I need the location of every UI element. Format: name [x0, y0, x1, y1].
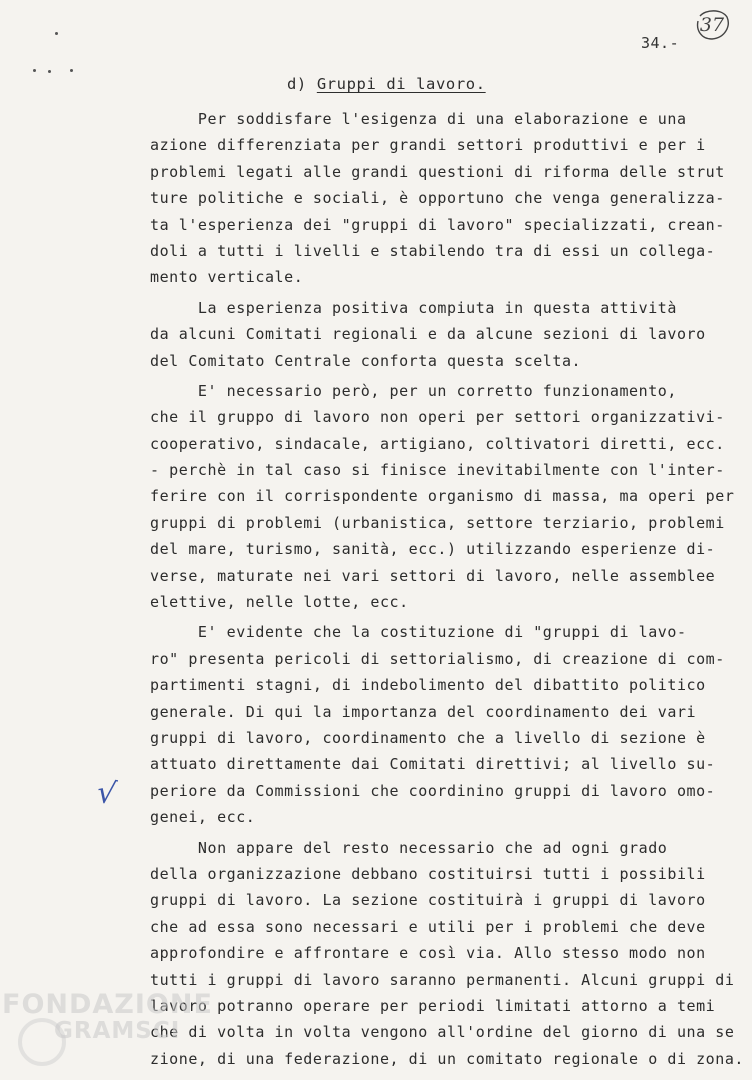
text-line: attuato direttamente dai Comitati direttivi; al livello su-: [150, 755, 716, 774]
text-line: del Comitato Centrale conforta questa scelta.: [150, 351, 582, 370]
text-line: ferire con il corrispondente organismo di massa, ma operi per: [150, 487, 735, 506]
text-line: che il gruppo di lavoro non operi per settori organizzativi-: [150, 408, 725, 427]
check-mark-icon: √: [94, 774, 119, 813]
text-line: azione differenziata per grandi settori produttivi e per i: [150, 136, 706, 155]
text-line: tutti i gruppi di lavoro saranno permanenti. Alcuni gruppi di: [150, 970, 735, 989]
text-line: da alcuni Comitati regionali e da alcune sezioni di lavoro: [150, 325, 706, 344]
watermark-line: FONDAZIONE: [2, 989, 213, 1020]
watermark-line: GRAMSCI: [54, 1018, 181, 1044]
body-text: [150, 106, 745, 1072]
watermark: [2, 989, 213, 1044]
text-line: ture politiche e sociali, è opportuno che venga generalizza-: [150, 189, 725, 208]
text-line: problemi legati alle grandi questioni di riforma delle strut: [150, 162, 725, 181]
text-line: - perchè in tal caso si finisce inevitabilmente con l'inter-: [150, 461, 725, 480]
text-line: E' necessario però, per un corretto funzionamento,: [150, 381, 677, 400]
text-line: mento verticale.: [150, 268, 304, 287]
text-line: del mare, turismo, sanità, ecc.) utilizzando esperienze di-: [150, 540, 716, 559]
text-line: periore da Commissioni che coordinino gruppi di lavoro omo-: [150, 781, 716, 800]
text-line: zione, di una federazione, di un comitato regionale o di zona.: [150, 1049, 745, 1068]
text-line: gruppi di lavoro, coordinamento che a livello di sezione è: [150, 728, 706, 747]
text-line: E' evidente che la costituzione di "gruppi di lavo-: [150, 623, 687, 642]
text-line: che ad essa sono necessari e utili per i problemi che deve: [150, 917, 706, 936]
page-number: 34.-: [641, 34, 680, 52]
section-title: Gruppi di lavoro.: [316, 75, 486, 93]
text-line: La esperienza positiva compiuta in questa attività: [150, 298, 677, 317]
text-line: gruppi di lavoro. La sezione costituirà i gruppi di lavoro: [150, 891, 706, 910]
text-line: genei, ecc.: [150, 808, 256, 827]
text-line: lavoro potranno operare per periodi limitati attorno a temi: [150, 996, 716, 1015]
text-line: della organizzazione debbano costituirsi tutti i possibili: [150, 864, 706, 883]
margin-speck: [55, 32, 58, 35]
section-label: d): [287, 75, 307, 93]
text-line: Per soddisfare l'esigenza di una elaborazione e una: [150, 110, 687, 128]
text-line: Non appare del resto necessario che ad ogni grado: [150, 838, 668, 857]
text-line: ta l'esperienza dei "gruppi di lavoro" specializzati, crean-: [150, 215, 725, 234]
text-line: cooperativo, sindacale, artigiano, coltivatori diretti, ecc.: [150, 434, 725, 453]
margin-speck: [70, 69, 73, 72]
text-line: elettive, nelle lotte, ecc.: [150, 593, 409, 612]
section-heading: [287, 75, 486, 93]
text-line: ro" presenta pericoli di settorialismo, di creazione di com-: [150, 649, 725, 668]
text-line: approfondire e affrontare e così via. Allo stesso modo non: [150, 944, 706, 963]
handwritten-page-number: [694, 8, 730, 42]
margin-speck: [33, 69, 36, 72]
text-line: generale. Di qui la importanza del coordinamento dei vari: [150, 702, 697, 721]
text-line: doli a tutti i livelli e stabilendo tra di essi un collega-: [150, 241, 716, 260]
margin-speck: [48, 70, 51, 73]
text-line: gruppi di problemi (urbanistica, settore terziario, problemi: [150, 513, 725, 532]
text-line: verse, maturate nei vari settori di lavoro, nelle assemblee: [150, 566, 716, 585]
text-line: partimenti stagni, di indebolimento del dibattito politico: [150, 676, 706, 695]
text-line: che di volta in volta vengono all'ordine del giorno di una se: [150, 1023, 735, 1042]
handwritten-number-text: 37: [699, 14, 725, 36]
